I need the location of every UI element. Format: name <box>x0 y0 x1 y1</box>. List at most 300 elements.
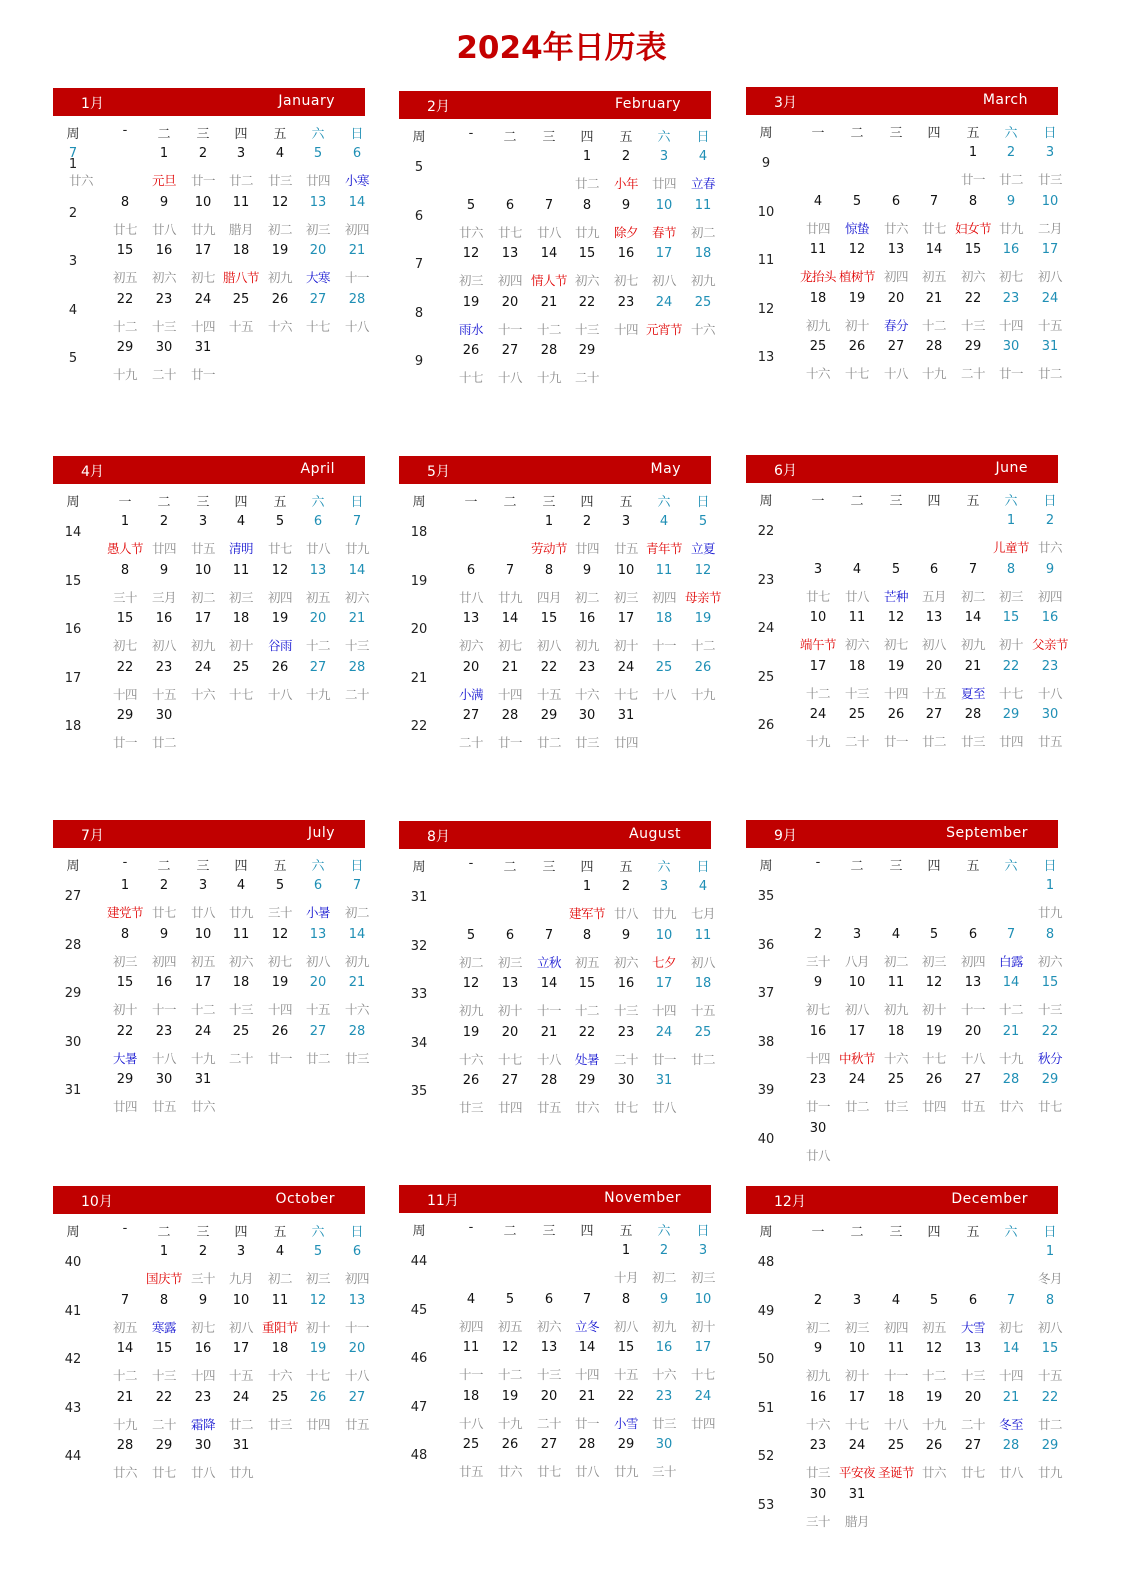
lunar-date: 十六 <box>190 686 215 702</box>
day-number: 29 <box>155 1438 173 1454</box>
lunar-date: 十二 <box>305 638 330 654</box>
day-number: 14 <box>964 610 982 626</box>
weekday-label: 三 <box>889 1225 903 1240</box>
weekday-label: 六 <box>1004 126 1018 141</box>
weekday-header-row <box>746 122 1058 142</box>
week-number: 52 <box>757 1449 775 1465</box>
day-number: 31 <box>194 1072 212 1088</box>
lunar-date: 廿九 <box>998 220 1023 236</box>
day-number: 5 <box>466 197 476 213</box>
day-number: 17 <box>194 243 212 259</box>
lunar-date: 初四 <box>497 273 522 289</box>
lunar-date: 廿六 <box>190 1099 215 1115</box>
lunar-date: 初八 <box>1037 1319 1062 1335</box>
day-number: 13 <box>925 610 943 626</box>
day-number: 11 <box>655 562 673 578</box>
day-number: 1 <box>120 878 130 893</box>
weekday-label: 一 <box>464 495 478 510</box>
lunar-date: 初七 <box>190 270 215 286</box>
lunar-date: 廿一 <box>112 735 137 751</box>
day-number: 25 <box>694 1024 712 1040</box>
day-number: 11 <box>694 927 712 943</box>
lunar-date: 腊月 <box>228 221 253 237</box>
day-number: 11 <box>694 197 712 213</box>
day-number: 15 <box>578 246 596 262</box>
day-number: 4 <box>698 879 708 894</box>
day-number: 17 <box>809 658 827 674</box>
day-number: 23 <box>617 294 635 310</box>
lunar-date: 十一 <box>344 1319 369 1335</box>
day-number: 8 <box>120 562 130 578</box>
day-number: 15 <box>155 1341 173 1357</box>
day-number: 5 <box>698 514 708 529</box>
weekday-label: 六 <box>311 1225 325 1240</box>
day-number: 18 <box>232 975 250 991</box>
day-number: 24 <box>655 1024 673 1040</box>
day-number: 24 <box>194 291 212 307</box>
lunar-date: 廿五 <box>1037 734 1062 750</box>
lunar-date: 十八 <box>960 1050 985 1066</box>
day-number: 14 <box>578 1340 596 1356</box>
day-number: 7 <box>1006 926 1016 942</box>
weekday-label: 五 <box>273 495 287 510</box>
day-number: 23 <box>809 1072 827 1088</box>
lunar-date: 二十 <box>536 1415 561 1431</box>
day-number: 31 <box>617 708 635 724</box>
lunar-date: 夏至 <box>960 685 985 701</box>
day-number: 13 <box>348 1292 366 1308</box>
day-number: 21 <box>578 1388 596 1404</box>
lunar-date: 廿九 <box>228 905 253 920</box>
day-number: 12 <box>309 1292 327 1308</box>
day-number: 23 <box>194 1389 212 1405</box>
week-number: 35 <box>757 889 775 904</box>
lunar-date: 廿一 <box>805 1099 830 1115</box>
month-name-cn: 7月 <box>81 828 104 844</box>
weekday-label: 日 <box>350 859 364 874</box>
day-number: 3 <box>813 561 823 577</box>
lunar-date: 初三 <box>305 221 330 237</box>
lunar-date: 初六 <box>1037 953 1062 969</box>
lunar-date: 父亲节 <box>1031 637 1068 653</box>
lunar-date: 霜降 <box>190 1416 215 1432</box>
week-label: 周 <box>759 859 773 874</box>
month-name-en: January <box>278 93 335 109</box>
week-number: 50 <box>757 1352 775 1368</box>
day-number: 12 <box>501 1340 519 1356</box>
day-number: 22 <box>617 1388 635 1404</box>
day-number: 7 <box>505 562 515 578</box>
day-number: 19 <box>462 1024 480 1040</box>
day-number: 26 <box>694 659 712 675</box>
lunar-date: 初三 <box>844 1319 869 1335</box>
lunar-date: 十九 <box>112 367 137 383</box>
weekday-label: 三 <box>542 860 556 875</box>
day-number: 8 <box>544 562 554 578</box>
day-number: 13 <box>309 926 327 942</box>
day-number: 7 <box>968 561 978 577</box>
month-name-en: July <box>307 825 335 841</box>
month-2 <box>399 91 715 446</box>
week-number: 3 <box>68 254 78 270</box>
day-number: 22 <box>116 291 134 307</box>
weekday-label: 六 <box>311 127 325 142</box>
lunar-date: 初四 <box>344 221 369 237</box>
lunar-date: 初五 <box>112 1319 137 1335</box>
lunar-date: 五月 <box>921 588 946 604</box>
day-number: 10 <box>848 975 866 991</box>
lunar-date: 廿二 <box>536 735 561 751</box>
day-number: 27 <box>462 708 480 724</box>
lunar-date: 廿二 <box>151 735 176 751</box>
day-number: 15 <box>116 611 134 627</box>
day-number: 18 <box>848 658 866 674</box>
day-number: 9 <box>813 975 823 991</box>
day-number: 24 <box>617 659 635 675</box>
weekday-label: 日 <box>1043 494 1057 509</box>
lunar-date: 春分 <box>883 317 908 333</box>
week-number: 1 <box>68 157 78 172</box>
lunar-date: 十三 <box>228 1002 253 1018</box>
lunar-date: 腊八节 <box>222 270 259 286</box>
weekday-label: - <box>122 123 128 138</box>
lunar-date: 十四 <box>883 685 908 701</box>
day-number: 8 <box>582 927 592 943</box>
lunar-date: 十八 <box>497 370 522 386</box>
day-number: 9 <box>159 926 169 942</box>
month-12 <box>746 1186 1062 1541</box>
weekday-label: 二 <box>157 495 171 510</box>
lunar-date: 初三 <box>228 589 253 605</box>
weekday-label: - <box>122 1221 128 1236</box>
weekday-header-row <box>746 855 1058 875</box>
day-number: 8 <box>120 194 130 210</box>
lunar-date: 廿六 <box>574 1100 599 1116</box>
day-number: 20 <box>309 611 327 627</box>
day-number: 10 <box>194 926 212 942</box>
lunar-date: 十六 <box>267 1368 292 1384</box>
lunar-date: 初三 <box>921 953 946 969</box>
day-number: 2 <box>198 146 208 161</box>
day-number: 1 <box>159 1244 169 1259</box>
week-number: 48 <box>410 1448 428 1464</box>
lunar-date: 十八 <box>883 1416 908 1432</box>
day-number: 17 <box>655 976 673 992</box>
lunar-date: 二十 <box>228 1050 253 1066</box>
day-number: 29 <box>578 1073 596 1089</box>
lunar-date: 廿六 <box>921 1465 946 1481</box>
day-number: 29 <box>1041 1072 1059 1088</box>
lunar-date: 廿一 <box>651 1051 676 1067</box>
day-number: 14 <box>925 242 943 258</box>
lunar-date: 初七 <box>805 1002 830 1018</box>
lunar-date: 三十 <box>190 1271 215 1286</box>
day-number: 9 <box>621 927 631 943</box>
day-number: 18 <box>694 246 712 262</box>
day-number: 19 <box>309 1341 327 1357</box>
lunar-date: 廿三 <box>267 1416 292 1432</box>
day-number: 1 <box>544 514 554 529</box>
weekday-label: 四 <box>234 495 248 510</box>
weekday-label: 二 <box>850 859 864 874</box>
day-number: 16 <box>617 976 635 992</box>
lunar-date: 初六 <box>536 1318 561 1334</box>
lunar-date: 谷雨 <box>267 638 292 654</box>
lunar-date: 廿二 <box>228 1416 253 1432</box>
lunar-date: 廿四 <box>497 1100 522 1116</box>
day-number: 19 <box>694 611 712 627</box>
weekday-label: 日 <box>1043 859 1057 874</box>
lunar-date: 廿四 <box>151 541 176 556</box>
day-number: 2 <box>621 149 631 164</box>
day-number: 4 <box>466 1291 476 1307</box>
lunar-date: 小满 <box>458 686 483 702</box>
day-number: 19 <box>925 1023 943 1039</box>
day-number: 18 <box>887 1389 905 1405</box>
lunar-date: 廿二 <box>228 173 253 188</box>
lunar-date: 青年节 <box>645 541 682 556</box>
lunar-date: 十三 <box>1037 1002 1062 1018</box>
lunar-date: 十三 <box>960 317 985 333</box>
month-header <box>399 1185 711 1213</box>
day-number: 30 <box>1041 707 1059 723</box>
week-number: 6 <box>414 208 424 224</box>
lunar-date: 廿六 <box>68 173 93 188</box>
day-number: 10 <box>694 1291 712 1307</box>
lunar-date: 廿三 <box>651 1415 676 1431</box>
day-number: 7 <box>120 1292 130 1308</box>
week-number: 48 <box>757 1255 775 1270</box>
day-number: 16 <box>155 975 173 991</box>
day-number: 22 <box>540 659 558 675</box>
day-number: 24 <box>694 1388 712 1404</box>
lunar-date: 十五 <box>151 686 176 702</box>
lunar-date: 建军节 <box>568 906 605 921</box>
day-number: 11 <box>809 242 827 258</box>
day-number: 3 <box>621 514 631 529</box>
lunar-date: 十六 <box>805 1416 830 1432</box>
lunar-date: 廿七 <box>151 905 176 920</box>
day-number: 16 <box>194 1341 212 1357</box>
lunar-date: 十七 <box>690 1367 715 1383</box>
day-number: 8 <box>120 926 130 942</box>
weekday-label: 三 <box>889 126 903 141</box>
lunar-date: 十月 <box>613 1270 638 1285</box>
weekday-label: 五 <box>966 859 980 874</box>
lunar-date: 八月 <box>844 953 869 969</box>
weekday-label: 二 <box>157 1225 171 1240</box>
lunar-date: 廿二 <box>921 734 946 750</box>
lunar-date: 初三 <box>998 588 1023 604</box>
lunar-date: 廿七 <box>151 1465 176 1481</box>
day-number: 9 <box>621 197 631 213</box>
day-number: 25 <box>694 294 712 310</box>
week-number: 18 <box>410 525 428 540</box>
day-number: 20 <box>540 1388 558 1404</box>
day-number: 29 <box>116 1072 134 1088</box>
lunar-date: 十八 <box>344 318 369 334</box>
day-number: 19 <box>501 1388 519 1404</box>
lunar-date: 初四 <box>960 953 985 969</box>
day-number: 9 <box>813 1341 823 1357</box>
day-number: 26 <box>271 659 289 675</box>
day-number: 22 <box>1041 1023 1059 1039</box>
day-number: 25 <box>232 659 250 675</box>
month-name-en: February <box>614 96 681 112</box>
weekday-label: 四 <box>580 1224 594 1239</box>
day-number: 16 <box>617 246 635 262</box>
lunar-date: 圣诞节 <box>877 1465 914 1481</box>
day-number: 21 <box>348 975 366 991</box>
day-number: 8 <box>1045 1292 1055 1308</box>
day-number: 5 <box>275 514 285 529</box>
week-number: 11 <box>757 253 775 269</box>
weekday-header-row <box>53 855 365 875</box>
week-number: 21 <box>410 670 428 686</box>
day-number: 6 <box>352 1244 362 1259</box>
day-number: 2 <box>159 878 169 893</box>
weekday-label: 五 <box>966 126 980 141</box>
weekday-label: 五 <box>619 1224 633 1239</box>
lunar-date: 立冬 <box>574 1318 599 1334</box>
week-number: 34 <box>410 1035 428 1051</box>
lunar-date: 廿七 <box>960 1465 985 1481</box>
lunar-date: 初二 <box>458 954 483 970</box>
weekday-header-row <box>53 123 365 143</box>
lunar-date: 初二 <box>805 1319 830 1335</box>
day-number: 28 <box>540 1073 558 1089</box>
day-number: 10 <box>1041 193 1059 209</box>
lunar-date: 十八 <box>1037 685 1062 701</box>
lunar-date: 廿六 <box>1037 540 1062 555</box>
lunar-date: 廿一 <box>497 735 522 751</box>
page-title: 2024年日历表 <box>456 30 667 66</box>
day-number: 27 <box>348 1389 366 1405</box>
lunar-date: 初八 <box>690 954 715 970</box>
lunar-date: 廿九 <box>1037 905 1062 920</box>
lunar-date: 初九 <box>574 638 599 654</box>
weekday-label: 六 <box>1004 859 1018 874</box>
weekday-label: 六 <box>1004 1225 1018 1240</box>
day-number: 23 <box>155 291 173 307</box>
week-label: 周 <box>412 1224 426 1239</box>
lunar-date: 廿八 <box>574 1464 599 1480</box>
lunar-date: 腊月 <box>844 1514 869 1529</box>
day-number: 29 <box>1041 1438 1059 1454</box>
lunar-date: 十六 <box>344 1002 369 1018</box>
lunar-date: 初二 <box>267 221 292 237</box>
lunar-date: 初三 <box>458 273 483 289</box>
day-number: 2 <box>1045 513 1055 528</box>
day-number: 3 <box>852 1292 862 1308</box>
weekday-header-row <box>399 126 711 146</box>
lunar-date: 廿三 <box>805 1465 830 1481</box>
lunar-date: 初四 <box>344 1271 369 1286</box>
day-number: 6 <box>466 562 476 578</box>
weekday-label: 二 <box>503 1224 517 1239</box>
lunar-date: 初六 <box>458 638 483 654</box>
day-number: 21 <box>1002 1023 1020 1039</box>
lunar-date: 春节 <box>651 224 676 240</box>
week-number: 10 <box>757 204 775 220</box>
day-number: 22 <box>578 294 596 310</box>
day-number: 19 <box>848 290 866 306</box>
week-number: 17 <box>64 670 82 686</box>
day-number: 28 <box>116 1438 134 1454</box>
lunar-date: 十三 <box>844 685 869 701</box>
day-number: 6 <box>313 878 323 893</box>
day-number: 31 <box>1041 339 1059 355</box>
day-number: 4 <box>275 146 285 161</box>
month-name-cn: 8月 <box>427 829 450 845</box>
day-number: 3 <box>198 878 208 893</box>
lunar-date: 小雪 <box>613 1415 638 1431</box>
week-number: 31 <box>64 1083 82 1099</box>
week-number: 19 <box>410 573 428 589</box>
lunar-date: 初七 <box>497 638 522 654</box>
week-number: 47 <box>410 1399 428 1415</box>
day-number: 24 <box>1041 290 1059 306</box>
day-number: 11 <box>887 1341 905 1357</box>
lunar-date: 廿八 <box>844 588 869 604</box>
lunar-date: 廿六 <box>458 224 483 240</box>
lunar-date: 十一 <box>344 270 369 286</box>
week-number: 12 <box>757 301 775 317</box>
lunar-date: 廿八 <box>190 1465 215 1481</box>
lunar-date: 十六 <box>651 1367 676 1383</box>
lunar-date: 十六 <box>690 321 715 337</box>
month-name-cn: 9月 <box>774 828 797 844</box>
week-number: 40 <box>64 1255 82 1270</box>
lunar-date: 廿八 <box>651 1100 676 1116</box>
day-number: 28 <box>348 1023 366 1039</box>
month-name-cn: 11月 <box>427 1193 459 1209</box>
lunar-date: 廿二 <box>305 1050 330 1066</box>
lunar-date: 廿六 <box>998 1099 1023 1115</box>
month-name-en: November <box>604 1190 681 1206</box>
day-number: 7 <box>929 193 939 209</box>
day-number: 6 <box>352 146 362 161</box>
day-number: 9 <box>659 1291 669 1307</box>
weekday-label: 日 <box>696 1224 710 1239</box>
day-number: 15 <box>116 243 134 259</box>
lunar-date: 初四 <box>151 953 176 969</box>
lunar-date: 二十 <box>574 370 599 386</box>
lunar-date: 十三 <box>574 321 599 337</box>
month-1 <box>53 88 369 443</box>
week-number: 15 <box>64 573 82 589</box>
day-number: 31 <box>848 1487 866 1502</box>
lunar-date: 冬至 <box>998 1416 1023 1432</box>
lunar-date: 初五 <box>921 269 946 285</box>
week-number: 22 <box>410 719 428 735</box>
lunar-date: 十八 <box>883 366 908 382</box>
lunar-date: 二十 <box>344 686 369 702</box>
lunar-date: 廿三 <box>458 1100 483 1116</box>
day-number: 6 <box>929 561 939 577</box>
month-name-cn: 10月 <box>81 1194 113 1210</box>
day-number: 4 <box>813 193 823 209</box>
day-number: 9 <box>198 1292 208 1308</box>
lunar-date: 十六 <box>805 366 830 382</box>
lunar-date: 廿四 <box>998 734 1023 750</box>
weekday-label: 三 <box>889 859 903 874</box>
day-number: 10 <box>655 927 673 943</box>
lunar-date: 廿七 <box>267 541 292 556</box>
day-number: 12 <box>848 242 866 258</box>
month-10 <box>53 1186 369 1541</box>
week-number: 32 <box>410 938 428 954</box>
